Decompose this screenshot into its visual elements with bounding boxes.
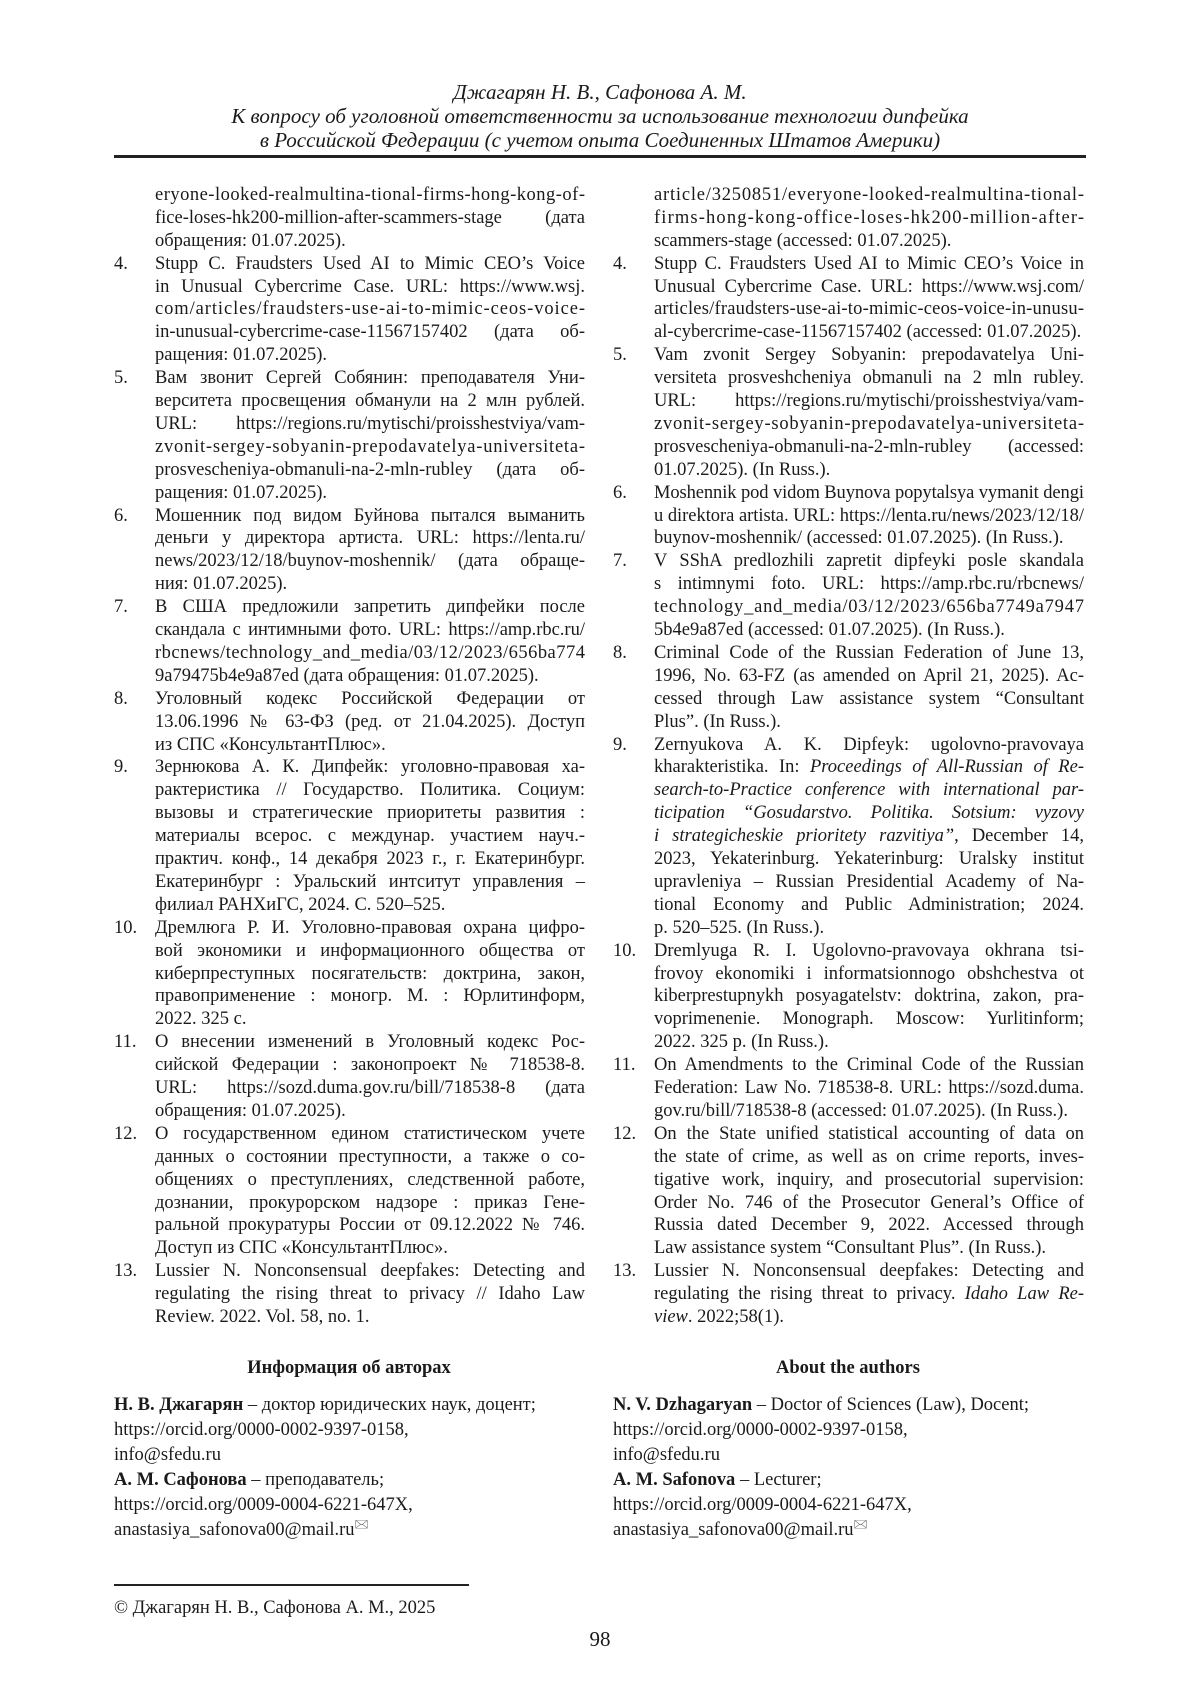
reference-item — [114, 505, 586, 597]
text: 2022. 325 p. (In Russ.). — [654, 1032, 829, 1052]
reference-line — [155, 1214, 585, 1237]
reference-number: 9. — [114, 756, 128, 779]
reference-line — [654, 917, 1084, 940]
reference-line — [155, 1306, 585, 1329]
text: com/articles/fraudsters-use-ai-to-mimic-ceos-voice- — [155, 299, 586, 319]
reference-number: 8. — [114, 688, 128, 711]
reference-line — [654, 573, 1084, 596]
reference-line — [155, 825, 585, 848]
text: cessed through Law assistance system “Consultant — [654, 689, 1084, 709]
reference-line — [155, 1146, 585, 1169]
reference-line — [155, 756, 585, 779]
text: u direktora artista. URL: https://lenta.ru/news/2023/12/18/ — [654, 506, 1084, 526]
text: Stupp C. Fraudsters Used AI to Mimic CEO’s Voice in — [654, 254, 1084, 274]
text: дознании, прокурорском надзоре : приказ Гене- — [155, 1193, 585, 1213]
text: news/2023/12/18/buynov-moshennik/ (дата обраще- — [155, 551, 585, 571]
running-header-authors: Джагарян Н. В., Сафонова А. М. — [0, 80, 1200, 104]
text: On the State unified statistical accounting of data on — [654, 1124, 1084, 1144]
text: Lussier N. Nonconsensual deepfakes: Detecting and — [155, 1261, 585, 1281]
reference-line — [654, 711, 1084, 734]
author-name: Н. В. Джагарян — [114, 1395, 243, 1415]
text: firms-hong-kong-office-loses-hk200-million-after- — [654, 208, 1085, 228]
text: ращения: 01.07.2025). — [155, 483, 327, 503]
italic-text: Idaho Law Re- — [965, 1284, 1084, 1304]
text: сийской Федерации : законопроект № 718538-8. — [155, 1055, 585, 1075]
reference-number: 4. — [114, 253, 128, 276]
author-name: А. М. Сафонова — [114, 1470, 247, 1490]
text: киберпреступных посягательств: доктрина, закон, — [155, 964, 585, 984]
text: articles/fraudsters-use-ai-to-mimic-ceos-voice-in-unusu- — [654, 299, 1084, 319]
reference-line — [155, 321, 585, 344]
reference-number: 9. — [613, 734, 627, 757]
reference-line — [155, 298, 585, 321]
text: eryone-looked-realmultina-tional-firms-hong-kong-of- — [155, 185, 586, 205]
reference-line — [654, 1192, 1084, 1215]
text: ральной прокуратуры России от 09.12.2022 № 746. — [155, 1215, 585, 1235]
text: общениях о преступлениях, следственной работе, — [155, 1170, 585, 1190]
author-orcid[interactable]: https://orcid.org/0000-0002-9397-0158, — [114, 1418, 536, 1443]
text: zvonit-sergey-sobyanin-prepodavatelya-universiteta- — [155, 437, 586, 457]
text: Екатеринбург : Уральский интситут управления – — [155, 872, 585, 892]
reference-line — [155, 665, 585, 688]
author-role: – преподаватель; — [247, 1470, 384, 1490]
page-number: 98 — [0, 1627, 1200, 1652]
reference-item — [114, 184, 586, 253]
reference-line — [155, 184, 585, 207]
reference-line — [654, 390, 1084, 413]
reference-line — [654, 298, 1084, 321]
text: 2023, Yekaterinburg. Yekaterinburg: Uralsky institut — [654, 849, 1084, 869]
header-divider — [114, 155, 1086, 158]
reference-line — [654, 1008, 1084, 1031]
reference-line — [654, 940, 1084, 963]
reference-line — [654, 344, 1084, 367]
text: 13.06.1996 № 63-ФЗ (ред. от 21.04.2025). Доступ — [155, 712, 585, 732]
text: zvonit-sergey-sobyanin-prepodavatelya-universiteta- — [654, 414, 1085, 434]
text: technology_and_media/03/12/2023/656ba7749a7947 — [654, 597, 1085, 617]
reference-line — [155, 848, 585, 871]
text: деньги у директора артиста. URL: https://lenta.ru/ — [155, 528, 585, 548]
text: скандала с интимными фото. URL: https://amp.rbc.ru/ — [155, 620, 585, 640]
author-orcid[interactable]: https://orcid.org/0009-0004-6221-647X, — [613, 1493, 1029, 1518]
reference-line — [155, 459, 585, 482]
reference-item — [114, 917, 586, 1032]
italic-text: search-to-Practice conference with international par- — [654, 780, 1084, 800]
reference-line — [654, 871, 1084, 894]
author-role: – Doctor of Sciences (Law), Docent; — [752, 1395, 1029, 1415]
reference-line — [155, 1054, 585, 1077]
text: URL: https://regions.ru/mytischi/proisshestviya/vam- — [654, 391, 1084, 411]
text: Dremlyuga R. I. Ugolovno-pravovaya okhrana tsi- — [654, 941, 1084, 961]
text: fice-loses-hk200-million-after-scammers-stage (дата — [155, 208, 585, 228]
reference-item — [114, 367, 586, 504]
reference-line — [155, 1031, 585, 1054]
reference-item — [114, 688, 586, 757]
text: 2022. 325 с. — [155, 1009, 246, 1029]
text: Criminal Code of the Russian Federation of June 13, — [654, 643, 1084, 663]
text: On Amendments to the Criminal Code of the Russian — [654, 1055, 1084, 1075]
text: scammers-stage (accessed: 01.07.2025). — [654, 231, 951, 251]
italic-text: i strategicheskie prioritety razvitiya” — [654, 826, 954, 846]
italic-text: ticipation “Gosudarstvo. Politika. Sotsium: vyzovy — [654, 803, 1084, 823]
reference-number: 12. — [613, 1123, 636, 1146]
reference-line — [155, 573, 585, 596]
text: tional Economy and Public Administration; 2024. — [654, 895, 1084, 915]
text: in-unusual-cybercrime-case-11567157402 (дата об- — [155, 322, 585, 342]
reference-line — [155, 711, 585, 734]
reference-line — [654, 642, 1084, 665]
reference-line — [155, 985, 585, 1008]
reference-line — [654, 619, 1084, 642]
text: ния: 01.07.2025). — [155, 574, 287, 594]
reference-item — [613, 1260, 1085, 1329]
text: материалы всерос. с междунар. участием науч.- — [155, 826, 585, 846]
reference-line — [155, 1100, 585, 1123]
reference-line — [155, 963, 585, 986]
reference-line — [155, 344, 585, 367]
text: regulating the rising threat to privacy. — [654, 1284, 965, 1304]
reference-line — [654, 1169, 1084, 1192]
reference-line — [654, 1123, 1084, 1146]
reference-number: 6. — [613, 482, 627, 505]
reference-number: 11. — [114, 1031, 136, 1054]
text: voprimenenie. Monograph. Moscow: Yurlitinform; — [654, 1009, 1084, 1029]
reference-line — [654, 482, 1084, 505]
reference-line — [155, 779, 585, 802]
text: frovoy ekonomiki i informatsionnogo obshchestva ot — [654, 964, 1084, 984]
reference-line — [654, 894, 1084, 917]
reference-line — [155, 230, 585, 253]
text: О государственном едином статистическом учете — [155, 1124, 585, 1144]
text: kiberprestupnykh posyagatelstv: doktrina, zakon, pra- — [654, 986, 1084, 1006]
text: 9a79475b4e9a87ed (дата обращения: 01.07.2025). — [155, 666, 539, 686]
references-en — [613, 184, 1085, 1329]
reference-item — [613, 482, 1085, 551]
reference-line — [155, 550, 585, 573]
reference-line — [654, 1214, 1084, 1237]
reference-item — [613, 940, 1085, 1055]
text: вызовы и стратегические приоритеты развития : — [155, 803, 585, 823]
text: О внесении изменений в Уголовный кодекс Рос- — [155, 1032, 585, 1052]
reference-number: 7. — [613, 550, 627, 573]
text: правоприменение : моногр. М. : Юрлитинформ, — [155, 986, 585, 1006]
text: Зернюкова А. К. Дипфейк: уголовно-правовая ха- — [155, 757, 585, 777]
author-role: – доктор юридических наук, доцент; — [243, 1395, 536, 1415]
reference-line — [654, 963, 1084, 986]
reference-line — [155, 1237, 585, 1260]
reference-line — [155, 734, 585, 757]
reference-number: 11. — [613, 1054, 635, 1077]
author-email[interactable]: anastasiya_safonova00@mail.ru — [613, 1520, 854, 1540]
reference-item — [613, 253, 1085, 345]
text: regulating the rising threat to privacy // Idaho Law — [155, 1284, 585, 1304]
text: p. 520–525. (In Russ.). — [654, 918, 824, 938]
reference-line — [155, 1169, 585, 1192]
text: V SShA predlozhili zapretit dipfeyki posle skandala — [654, 551, 1084, 571]
running-header-title-1: К вопросу об уголовной ответственности за использование технологии дипфейка — [0, 104, 1200, 128]
text: филиал РАНХиГС, 2024. С. 520–525. — [155, 895, 445, 915]
reference-line — [155, 940, 585, 963]
reference-line — [155, 390, 585, 413]
text: Plus”. (In Russ.). — [654, 712, 781, 732]
reference-line — [654, 848, 1084, 871]
reference-line — [654, 230, 1084, 253]
text: В США предложили запретить дипфейки после — [155, 597, 585, 617]
reference-number: 13. — [613, 1260, 636, 1283]
reference-line — [654, 459, 1084, 482]
authors-ru — [114, 1393, 536, 1543]
author-orcid[interactable]: https://orcid.org/0009-0004-6221-647X, — [114, 1493, 536, 1518]
references-ru — [114, 184, 586, 1329]
reference-item — [613, 184, 1085, 253]
text: URL: https://sozd.duma.gov.ru/bill/718538-8 (дата — [155, 1078, 585, 1098]
text: Уголовный кодекс Российской Федерации от — [155, 689, 585, 709]
reference-line — [654, 665, 1084, 688]
reference-item — [613, 344, 1085, 481]
reference-line — [155, 596, 585, 619]
text: данных о состоянии преступности, а также о со- — [155, 1147, 585, 1167]
text: Zernyukova A. K. Dipfeyk: ugolovno-pravovaya — [654, 735, 1084, 755]
text: versiteta prosveshcheniya obmanuli na 2 mln rubley. — [654, 368, 1084, 388]
text: Law assistance system “Consultant Plus”. (In Russ.). — [654, 1238, 1046, 1258]
text: Мошенник под видом Буйнова пытался выманить — [155, 506, 585, 526]
text: Russia dated December 9, 2022. Accessed through — [654, 1215, 1084, 1235]
reference-item — [114, 1260, 586, 1329]
reference-item — [114, 253, 586, 368]
footnote-divider — [114, 1584, 469, 1586]
reference-line — [654, 436, 1084, 459]
italic-text: Proceedings of All-Russian of Re- — [810, 757, 1084, 777]
text: Доступ из СПС «КонсультантПлюс». — [155, 1238, 448, 1258]
text: Unusual Cybercrime Case. URL: https://www.wsj.com/ — [654, 277, 1084, 297]
text: prosvescheniya-obmanuli-na-2-mln-rubley (accessed: — [654, 437, 1084, 457]
reference-number: 8. — [613, 642, 627, 665]
text: article/3250851/everyone-looked-realmultina-tional- — [654, 185, 1085, 205]
text: обращения: 01.07.2025). — [155, 1101, 346, 1121]
text: , December 14, — [954, 826, 1084, 846]
reference-line — [654, 1237, 1084, 1260]
text: 01.07.2025). (In Russ.). — [654, 460, 830, 480]
reference-line — [654, 985, 1084, 1008]
reference-line — [654, 505, 1084, 528]
reference-line — [654, 1031, 1084, 1054]
reference-item — [114, 596, 586, 688]
reference-line — [654, 1306, 1084, 1329]
reference-item — [114, 1031, 586, 1123]
text: Дремлюга Р. И. Уголовно-правовая охрана цифро- — [155, 918, 585, 938]
reference-line — [155, 619, 585, 642]
reference-number: 10. — [613, 940, 636, 963]
reference-line — [155, 802, 585, 825]
text: верситета просвещения обманули на 2 млн рублей. — [155, 391, 585, 411]
reference-line — [654, 1146, 1084, 1169]
reference-line — [654, 802, 1084, 825]
reference-item — [613, 734, 1085, 940]
text: практич. конф., 14 декабря 2023 г., г. Екатеринбург. — [155, 849, 585, 869]
text: . 2022;58(1). — [688, 1307, 784, 1327]
reference-line — [155, 436, 585, 459]
reference-line — [155, 367, 585, 390]
text: Review. 2022. Vol. 58, no. 1. — [155, 1307, 369, 1327]
text: Vam zvonit Sergey Sobyanin: prepodavatelya Uni- — [654, 345, 1084, 365]
text: al-cybercrime-case-11567157402 (accessed: 01.07.2025). — [654, 322, 1081, 342]
reference-line — [155, 505, 585, 528]
reference-line — [654, 207, 1084, 230]
reference-line — [155, 917, 585, 940]
reference-number: 5. — [114, 367, 128, 390]
authors-en-heading: About the authors — [613, 1358, 1083, 1379]
text: tigative work, inquiry, and prosecutorial supervision: — [654, 1170, 1084, 1190]
text: Stupp C. Fraudsters Used AI to Mimic CEO’s Voice — [155, 254, 585, 274]
reference-item — [613, 642, 1085, 734]
reference-line — [654, 596, 1084, 619]
reference-line — [155, 894, 585, 917]
text: 5b4e9a87ed (accessed: 01.07.2025). (In Russ.). — [654, 620, 1005, 640]
reference-line — [155, 1077, 585, 1100]
reference-line — [654, 688, 1084, 711]
reference-line — [155, 207, 585, 230]
reference-line — [654, 1054, 1084, 1077]
text: рактеристика // Государство. Политика. Социум: — [155, 780, 585, 800]
text: из СПС «КонсультантПлюс». — [155, 735, 386, 755]
reference-line — [155, 642, 585, 665]
reference-number: 4. — [613, 253, 627, 276]
reference-number: 12. — [114, 1123, 137, 1146]
reference-item — [114, 1123, 586, 1260]
authors-en — [613, 1393, 1029, 1543]
reference-line — [155, 276, 585, 299]
text: вой экономики и информационного общества от — [155, 941, 585, 961]
reference-line — [155, 1123, 585, 1146]
text: the state of crime, as well as on crime reports, inves- — [654, 1147, 1084, 1167]
text: URL: https://regions.ru/mytischi/proisshestviya/vam- — [155, 414, 585, 434]
italic-text: view — [654, 1307, 688, 1327]
reference-line — [155, 1008, 585, 1031]
envelope-icon: 🖂 — [355, 1517, 369, 1531]
reference-line — [654, 253, 1084, 276]
text: Order No. 746 of the Prosecutor General’s Office of — [654, 1193, 1084, 1213]
reference-line — [654, 413, 1084, 436]
reference-line — [654, 734, 1084, 757]
reference-line — [654, 321, 1084, 344]
reference-line — [155, 482, 585, 505]
reference-line — [155, 527, 585, 550]
reference-line — [654, 1283, 1084, 1306]
reference-item — [613, 550, 1085, 642]
authors-ru-heading: Информация об авторах — [114, 1358, 584, 1379]
text: kharakteristika. In: — [654, 757, 810, 777]
author-orcid[interactable]: https://orcid.org/0000-0002-9397-0158, — [613, 1418, 1029, 1443]
text: prosvescheniya-obmanuli-na-2-mln-rubley (дата об- — [155, 460, 585, 480]
reference-line — [654, 550, 1084, 573]
reference-number: 10. — [114, 917, 137, 940]
reference-line — [155, 1283, 585, 1306]
reference-line — [654, 1100, 1084, 1123]
reference-line — [654, 276, 1084, 299]
reference-number: 6. — [114, 505, 128, 528]
author-email[interactable]: info@sfedu.ru — [114, 1443, 536, 1468]
reference-line — [155, 413, 585, 436]
author-email[interactable]: info@sfedu.ru — [613, 1443, 1029, 1468]
text: Lussier N. Nonconsensual deepfakes: Detecting and — [654, 1261, 1084, 1281]
reference-number: 5. — [613, 344, 627, 367]
reference-item — [613, 1123, 1085, 1260]
reference-line — [155, 1260, 585, 1283]
reference-line — [155, 253, 585, 276]
author-name: A. M. Safonova — [613, 1470, 735, 1490]
reference-number: 13. — [114, 1260, 137, 1283]
reference-line — [654, 756, 1084, 779]
reference-line — [654, 825, 1084, 848]
text: upravleniya – Russian Presidential Academy of Na- — [654, 872, 1084, 892]
reference-line — [155, 1192, 585, 1215]
reference-line — [654, 779, 1084, 802]
text: ращения: 01.07.2025). — [155, 345, 327, 365]
text: buynov-moshennik/ (accessed: 01.07.2025). (In Russ.). — [654, 528, 1064, 548]
text: обращения: 01.07.2025). — [155, 231, 346, 251]
author-role: – Lecturer; — [735, 1470, 821, 1490]
reference-line — [155, 871, 585, 894]
reference-line — [654, 527, 1084, 550]
reference-line — [654, 1077, 1084, 1100]
text: Вам звонит Сергей Собянин: преподавателя Уни- — [155, 368, 585, 388]
reference-number: 7. — [114, 596, 128, 619]
text: in Unusual Cybercrime Case. URL: https://www.wsj. — [155, 277, 585, 297]
text: rbcnews/technology_and_media/03/12/2023/656ba774 — [155, 643, 586, 663]
reference-item — [613, 1054, 1085, 1123]
author-email[interactable]: anastasiya_safonova00@mail.ru — [114, 1520, 355, 1540]
reference-line — [654, 367, 1084, 390]
text: Moshennik pod vidom Buynova popytalsya vymanit dengi — [654, 483, 1084, 503]
author-name: N. V. Dzhagaryan — [613, 1395, 752, 1415]
running-header-title-2: в Российской Федерации (с учетом опыта Соединенных Штатов Америки) — [0, 128, 1200, 152]
reference-line — [654, 184, 1084, 207]
text: 1996, No. 63-FZ (as amended on April 21, 2025). Ac- — [654, 666, 1084, 686]
reference-line — [155, 688, 585, 711]
text: Federation: Law No. 718538-8. URL: https://sozd.duma. — [654, 1078, 1084, 1098]
reference-line — [654, 1260, 1084, 1283]
copyright: © Джагарян Н. В., Сафонова А. М., 2025 — [114, 1598, 435, 1619]
reference-item — [114, 756, 586, 916]
text: gov.ru/bill/718538-8 (accessed: 01.07.2025). (In Russ.). — [654, 1101, 1068, 1121]
envelope-icon: 🖂 — [854, 1517, 868, 1531]
text: s intimnymi foto. URL: https://amp.rbc.ru/rbcnews/ — [654, 574, 1084, 594]
